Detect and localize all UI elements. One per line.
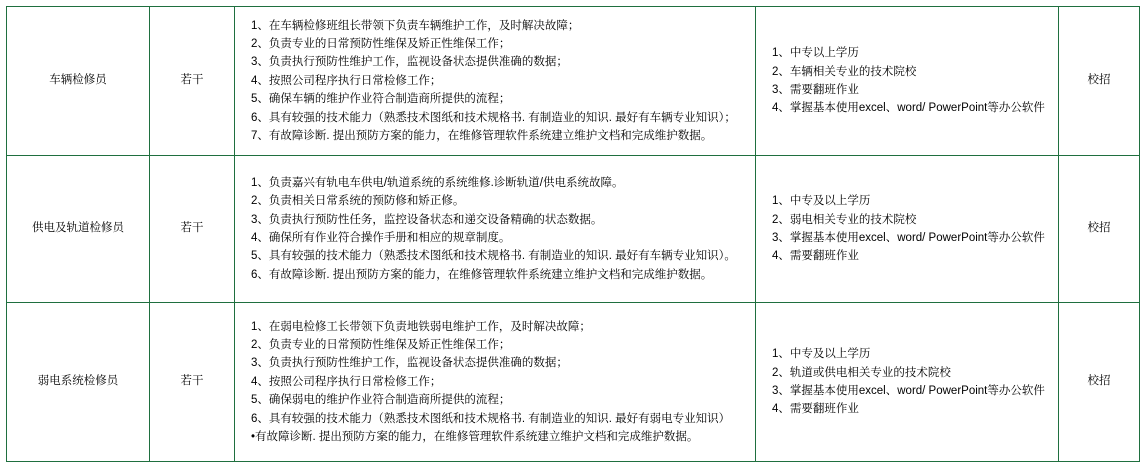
job-duties-cell	[235, 303, 756, 462]
job-count-cell: 若干	[150, 303, 235, 462]
table-row	[7, 7, 1140, 156]
job-requirements-cell	[756, 303, 1059, 462]
duty-line: 6、具有较强的技术能力（熟悉技术图纸和技术规格书. 有制造业的知识. 最好有弱电专业知识）	[251, 412, 731, 425]
job-count-cell: 若干	[150, 156, 235, 303]
table-row	[7, 156, 1140, 303]
job-requirements-cell	[756, 156, 1059, 303]
requirement-line: 1、中专及以上学历	[772, 348, 871, 361]
duty-line: 1、负责嘉兴有轨电车供电/轨道系统的系统维修.诊断轨道/供电系统故障。	[251, 176, 624, 189]
requirement-line: 3、需要翻班作业	[772, 84, 859, 96]
duty-line: 4、确保所有作业符合操作手册和相应的规章制度。	[251, 232, 511, 244]
job-duties-cell	[235, 7, 756, 156]
duty-line: 5、确保车辆的维护作业符合制造商所提供的流程；	[251, 93, 511, 106]
requirements-list	[762, 192, 1052, 266]
duty-line: 1、在车辆检修班组长带领下负责车辆维护工作，及时解决故障；	[251, 19, 580, 32]
duty-line: 5、确保弱电的维护作业符合制造商所提供的流程；	[251, 394, 511, 407]
duties-list	[241, 318, 749, 447]
duty-line: 4、按照公司程序执行日常检修工作；	[251, 74, 442, 87]
requirement-line: 2、弱电相关专业的技术院校	[772, 213, 917, 226]
duty-line: 4、按照公司程序执行日常检修工作；	[251, 375, 442, 388]
duty-line: •有故障诊断. 提出预防方案的能力，在维修管理软件系统建立维护文档和完成维护数据。	[251, 430, 699, 443]
duty-line: 2、负责相关日常系统的预防修和矫正修。	[251, 195, 465, 208]
recruit-channel-cell: 校招	[1059, 303, 1140, 462]
requirement-line: 4、需要翻班作业	[772, 250, 859, 263]
requirement-line: 2、轨道或供电相关专业的技术院校	[772, 366, 951, 379]
duty-line: 5、具有较强的技术能力（熟悉技术图纸和技术规格书. 有制造业的知识. 最好有车辆专业知识）。	[251, 250, 736, 263]
duty-line: 2、负责专业的日常预防性维保及矫正性维保工作；	[251, 339, 511, 352]
requirement-line: 4、需要翻班作业	[772, 403, 859, 416]
duty-line: 6、有故障诊断. 提出预防方案的能力，在维修管理软件系统建立维护文档和完成维护数据。	[251, 268, 713, 281]
requirement-line: 1、中专及以上学历	[772, 195, 871, 208]
duty-line: 3、负责执行预防性任务，监控设备状态和递交设备精确的状态数据。	[251, 213, 603, 226]
job-duties-cell	[235, 156, 756, 303]
recruit-channel-cell: 校招	[1059, 156, 1140, 303]
duty-line: 3、负责执行预防性维护工作，监视设备状态提供准确的数据；	[251, 357, 568, 370]
duties-list	[241, 17, 749, 146]
recruit-channel-cell: 校招	[1059, 7, 1140, 156]
job-title-cell: 车辆检修员	[7, 7, 150, 156]
job-count-cell: 若干	[150, 7, 235, 156]
job-title-cell: 弱电系统检修员	[7, 303, 150, 462]
job-table-body	[7, 7, 1140, 462]
duty-line: 6、具有较强的技术能力（熟悉技术图纸和技术规格书. 有制造业的知识. 最好有车辆专业知识）；	[251, 111, 736, 124]
requirement-line: 3、掌握基本使用excel、word/ PowerPoint等办公软件	[772, 385, 1045, 397]
duty-line: 1、在弱电检修工长带领下负责地铁弱电维护工作，及时解决故障；	[251, 320, 591, 333]
job-listing-sheet	[0, 6, 1111, 457]
duty-line: 7、有故障诊断. 提出预防方案的能力，在维修管理软件系统建立维护文档和完成维护数据。	[251, 129, 713, 142]
requirement-line: 2、车辆相关专业的技术院校	[772, 65, 917, 78]
requirements-list	[762, 44, 1052, 118]
requirement-line: 1、中专以上学历	[772, 47, 859, 60]
table-row	[7, 303, 1140, 462]
job-table	[6, 6, 1140, 462]
duty-line: 3、负责执行预防性维护工作，监视设备状态提供准确的数据；	[251, 56, 568, 69]
job-requirements-cell	[756, 7, 1059, 156]
job-title-cell: 供电及轨道检修员	[7, 156, 150, 303]
requirements-list	[762, 345, 1052, 419]
requirement-line: 4、掌握基本使用excel、word/ PowerPoint等办公软件	[772, 102, 1045, 115]
duties-list	[241, 174, 749, 284]
duty-line: 2、负责专业的日常预防性维保及矫正性维保工作；	[251, 38, 511, 51]
requirement-line: 3、掌握基本使用excel、word/ PowerPoint等办公软件	[772, 232, 1045, 244]
